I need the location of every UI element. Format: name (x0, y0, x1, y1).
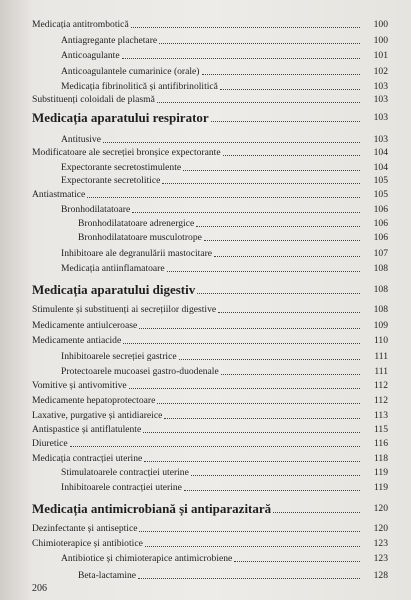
toc-entry-page: 112 (373, 395, 388, 406)
toc-heading (32, 281, 388, 297)
toc-entry (78, 568, 388, 581)
toc-entry-title: Medicația antiinflamatoare (61, 263, 165, 274)
toc-entry (32, 318, 388, 331)
toc-entry (61, 33, 388, 46)
toc-entry-title: Beta-lactamine (78, 570, 137, 581)
toc-entry-title: Antitusive (61, 134, 101, 145)
dot-leader (132, 211, 360, 213)
toc-entry-page: 102 (373, 66, 388, 77)
dot-leader (234, 560, 360, 562)
toc-entry (32, 536, 388, 549)
dot-leader (138, 577, 360, 579)
toc-entry (32, 378, 388, 391)
toc-entry-title: Chimioterapice și antibiotice (32, 538, 143, 549)
dot-leader (131, 26, 360, 28)
toc-entry-title: Medicația contracției uterine (32, 453, 143, 464)
dot-leader (214, 255, 360, 257)
toc-entry (32, 451, 388, 464)
toc-entry-title: Stimulatoarele contracției uterine (61, 467, 189, 478)
toc-entry-page: 104 (373, 162, 388, 173)
toc-entry-title: Anticoagulantele cumarinice (orale) (61, 66, 200, 77)
toc-entry-title: Medicamente hepatoprotectoare (32, 395, 156, 406)
dot-leader (129, 387, 360, 389)
toc-entry-title: Expectorante secretolitice (61, 175, 161, 186)
toc-entry (61, 173, 388, 186)
toc-entry (32, 436, 388, 449)
toc-entry-title: Laxative, purgative și antidiareice (32, 410, 163, 421)
toc-entry-title: Medicația fibrinolitică și antifibrinolitică (61, 81, 218, 92)
dot-leader (223, 154, 360, 156)
toc-entry-page: 119 (373, 467, 388, 478)
toc-entry-page: 106 (373, 204, 388, 215)
dot-leader (197, 292, 360, 294)
dot-leader (157, 402, 360, 404)
toc-entry-title: Substituenți coloidali de plasmă (32, 94, 155, 105)
dot-leader (179, 358, 360, 360)
dot-leader (123, 342, 360, 344)
toc-entry-page: 103 (373, 81, 388, 92)
toc-entry (61, 551, 388, 564)
dot-leader (221, 373, 360, 375)
toc-entry-page: 123 (373, 553, 388, 564)
toc-entry-title: Medicamente antiacide (32, 335, 122, 346)
toc-entry-page: 110 (373, 335, 388, 346)
page-number: 206 (32, 583, 47, 594)
toc-entry-title: Antibiotice și chimioterapice antimicrobiene (61, 553, 233, 564)
toc-entry-title: Antiastmatice (32, 189, 86, 200)
toc-entry (32, 92, 388, 105)
dot-leader (157, 101, 360, 103)
toc-entry-page: 104 (373, 147, 388, 158)
toc-entry-title: Inhibitoare ale degranulării mastocitare (61, 248, 213, 259)
toc-entry-page: 103 (373, 134, 388, 145)
toc-heading (32, 109, 388, 125)
toc-entry (32, 408, 388, 421)
dot-leader (139, 530, 360, 532)
toc-entry-page: 120 (373, 503, 388, 514)
toc-entry (32, 17, 388, 30)
toc-entry-page: 106 (373, 232, 388, 243)
toc-entry-page: 100 (373, 35, 388, 46)
toc-entry-title: Protectoarele mucoasei gastro-duodenale (61, 366, 219, 377)
dot-leader (273, 511, 360, 513)
toc-entry (32, 393, 388, 406)
toc-entry (32, 422, 388, 435)
toc-entry-title: Vomitive și antivomitive (32, 380, 127, 391)
toc-entry (61, 261, 388, 274)
toc-entry (61, 48, 388, 61)
toc-entry (32, 521, 388, 534)
toc-entry-page: 116 (373, 438, 388, 449)
toc-entry (32, 145, 388, 158)
toc-entry-page: 112 (373, 380, 388, 391)
toc-entry (61, 465, 388, 478)
toc-entry-title: Stimulente și substituenți ai secrețiilor digestive (32, 304, 217, 315)
dot-leader (70, 445, 360, 447)
toc-entry-title: Modificatoare ale secreției bronșice expectorante (32, 147, 221, 158)
toc-entry (78, 216, 388, 229)
dot-leader (202, 73, 360, 75)
toc-entry-title: Medicația aparatului respirator (32, 110, 209, 125)
toc-entry (32, 333, 388, 346)
toc-entry-title: Medicamente antiulceroase (32, 320, 138, 331)
toc-entry-title: Antispastice și antiflatulente (32, 424, 142, 435)
toc-entry-page: 105 (373, 175, 388, 186)
toc-entry-page: 108 (373, 304, 388, 315)
toc-entry-title: Medicația antimicrobiană și antiparazitară (32, 501, 272, 516)
toc-entry-page: 109 (373, 320, 388, 331)
toc-entry-page: 101 (373, 50, 388, 61)
dot-leader (164, 417, 360, 419)
toc-entry-page: 111 (374, 366, 388, 377)
toc-entry-title: Medicația antitrombotică (32, 19, 129, 30)
toc-entry-title: Bronhodilatatoare musculotrope (78, 232, 202, 243)
toc-entry-page: 103 (373, 112, 388, 123)
dot-leader (191, 474, 360, 476)
dot-leader (184, 489, 360, 491)
toc-entry-page: 111 (374, 351, 388, 362)
toc-entry-page: 119 (373, 482, 388, 493)
toc-heading (32, 500, 388, 516)
toc-entry-page: 113 (373, 410, 388, 421)
toc-entry (61, 132, 388, 145)
toc-entry (61, 202, 388, 215)
toc-entry-page: 108 (373, 284, 388, 295)
dot-leader (143, 431, 360, 433)
toc-entry-title: Dezinfectante și antiseptice (32, 523, 138, 534)
dot-leader (218, 311, 360, 313)
toc-entry (78, 230, 388, 243)
toc-entry (61, 480, 388, 493)
toc-entry (32, 302, 388, 315)
toc-entry (61, 64, 388, 77)
toc-entry-title: Diuretice (32, 438, 68, 449)
dot-leader (103, 141, 360, 143)
toc-entry-title: Antiagregante plachetare (61, 35, 158, 46)
toc-entry-title: Bronhodilatatoare adrenergice (78, 218, 195, 229)
dot-leader (162, 182, 360, 184)
toc-entry-page: 108 (373, 263, 388, 274)
dot-leader (196, 225, 360, 227)
toc-entry-page: 118 (373, 453, 388, 464)
dot-leader (211, 120, 360, 122)
toc-entry-page: 105 (373, 189, 388, 200)
toc-entry (61, 349, 388, 362)
dot-leader (144, 460, 360, 462)
toc-entry (61, 246, 388, 259)
toc-entry (32, 187, 388, 200)
dot-leader (145, 545, 360, 547)
dot-leader (122, 57, 360, 59)
toc-entry-title: Inhibitoarele secreției gastrice (61, 351, 177, 362)
dot-leader (204, 239, 360, 241)
toc-entry-title: Bronhodilatatoare (61, 204, 131, 215)
dot-leader (167, 270, 360, 272)
toc-entry-page: 123 (373, 538, 388, 549)
toc-entry (61, 79, 388, 92)
toc-entry-title: Anticoagulante (61, 50, 120, 61)
dot-leader (220, 88, 360, 90)
toc-entry-page: 103 (373, 94, 388, 105)
toc-entry-title: Inhibitoarele contracției uterine (61, 482, 182, 493)
dot-leader (139, 327, 360, 329)
toc-entry (61, 160, 388, 173)
toc-entry-page: 120 (373, 523, 388, 534)
dot-leader (183, 169, 360, 171)
dot-leader (87, 196, 360, 198)
dot-leader (159, 42, 360, 44)
toc-entry-page: 100 (373, 19, 388, 30)
toc-entry-page: 106 (373, 218, 388, 229)
toc-entry-page: 115 (373, 424, 388, 435)
toc-entry-page: 107 (373, 248, 388, 259)
toc-entry-page: 128 (373, 570, 388, 581)
toc-entry-title: Expectorante secretostimulente (61, 162, 182, 173)
toc-entry-title: Medicația aparatului digestiv (32, 282, 196, 297)
toc-entry (61, 364, 388, 377)
